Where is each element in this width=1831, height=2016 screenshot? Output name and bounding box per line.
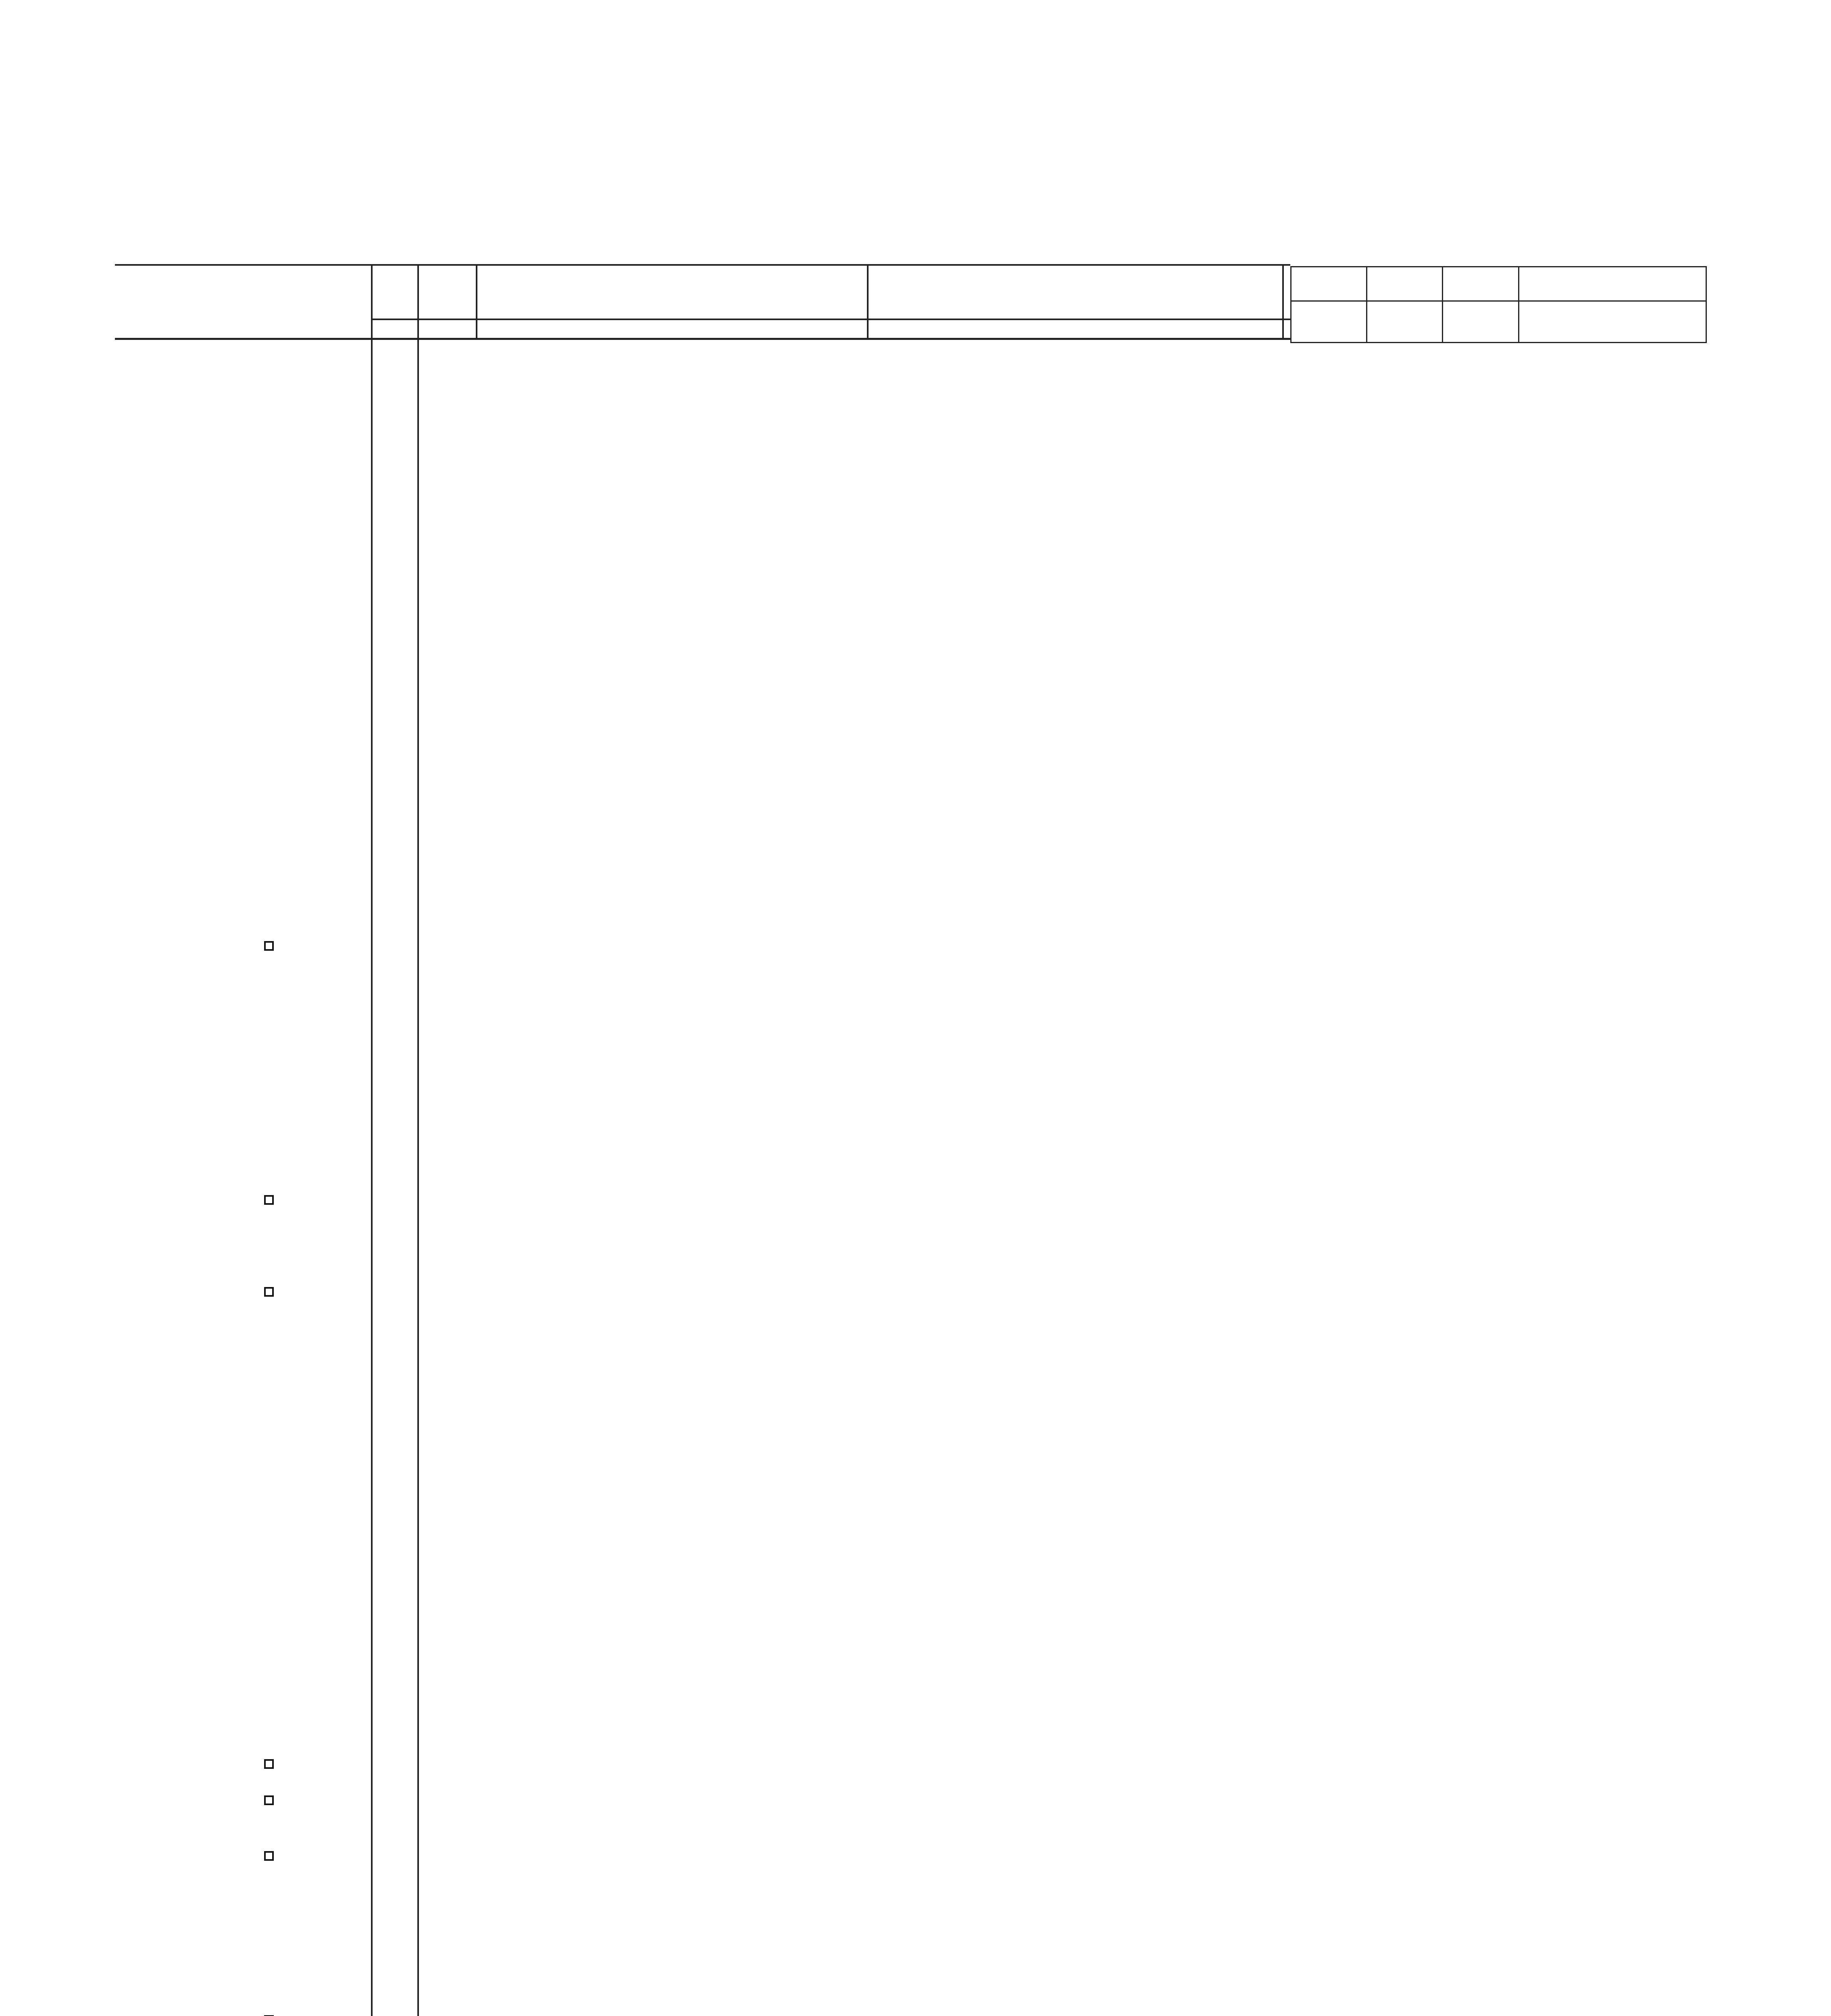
precip-div-2 [1442,266,1443,343]
soil-box-left [1518,266,1519,343]
precip-box-left [1290,266,1291,343]
table-header-bottom-rule [115,338,1290,340]
precip-box-bottom [1290,342,1518,343]
table-top-rule [115,264,1290,266]
precip-div-1 [1366,266,1367,343]
precip-box-top [1290,266,1518,267]
precip-box-mid [1290,300,1518,302]
col-divider-iii [476,264,477,339]
col-divider-21-precip [1282,264,1284,339]
mountain-station-icon [264,1851,274,1861]
mountain-marker [264,1851,274,1861]
mountain-station-icon [264,941,274,951]
col-divider-height [417,264,419,2016]
soil-box-top [1518,266,1707,267]
mountain-marker [264,1795,274,1805]
col-divider-18-21 [867,264,869,339]
soil-box-right [1706,266,1707,343]
mountain-station-icon [264,1795,274,1805]
mountain-station-icon [264,1195,274,1205]
mountain-marker [264,1195,274,1205]
mountain-station-icon [264,1287,274,1297]
table-subheader-rule [371,319,1290,320]
mountain-marker [264,1287,274,1297]
mountain-marker [264,941,274,951]
soil-box-bottom [1518,342,1707,343]
soil-box-mid [1518,300,1707,302]
col-divider-station [371,264,373,2016]
mountain-station-icon [264,1759,274,1769]
mountain-marker [264,1759,274,1769]
